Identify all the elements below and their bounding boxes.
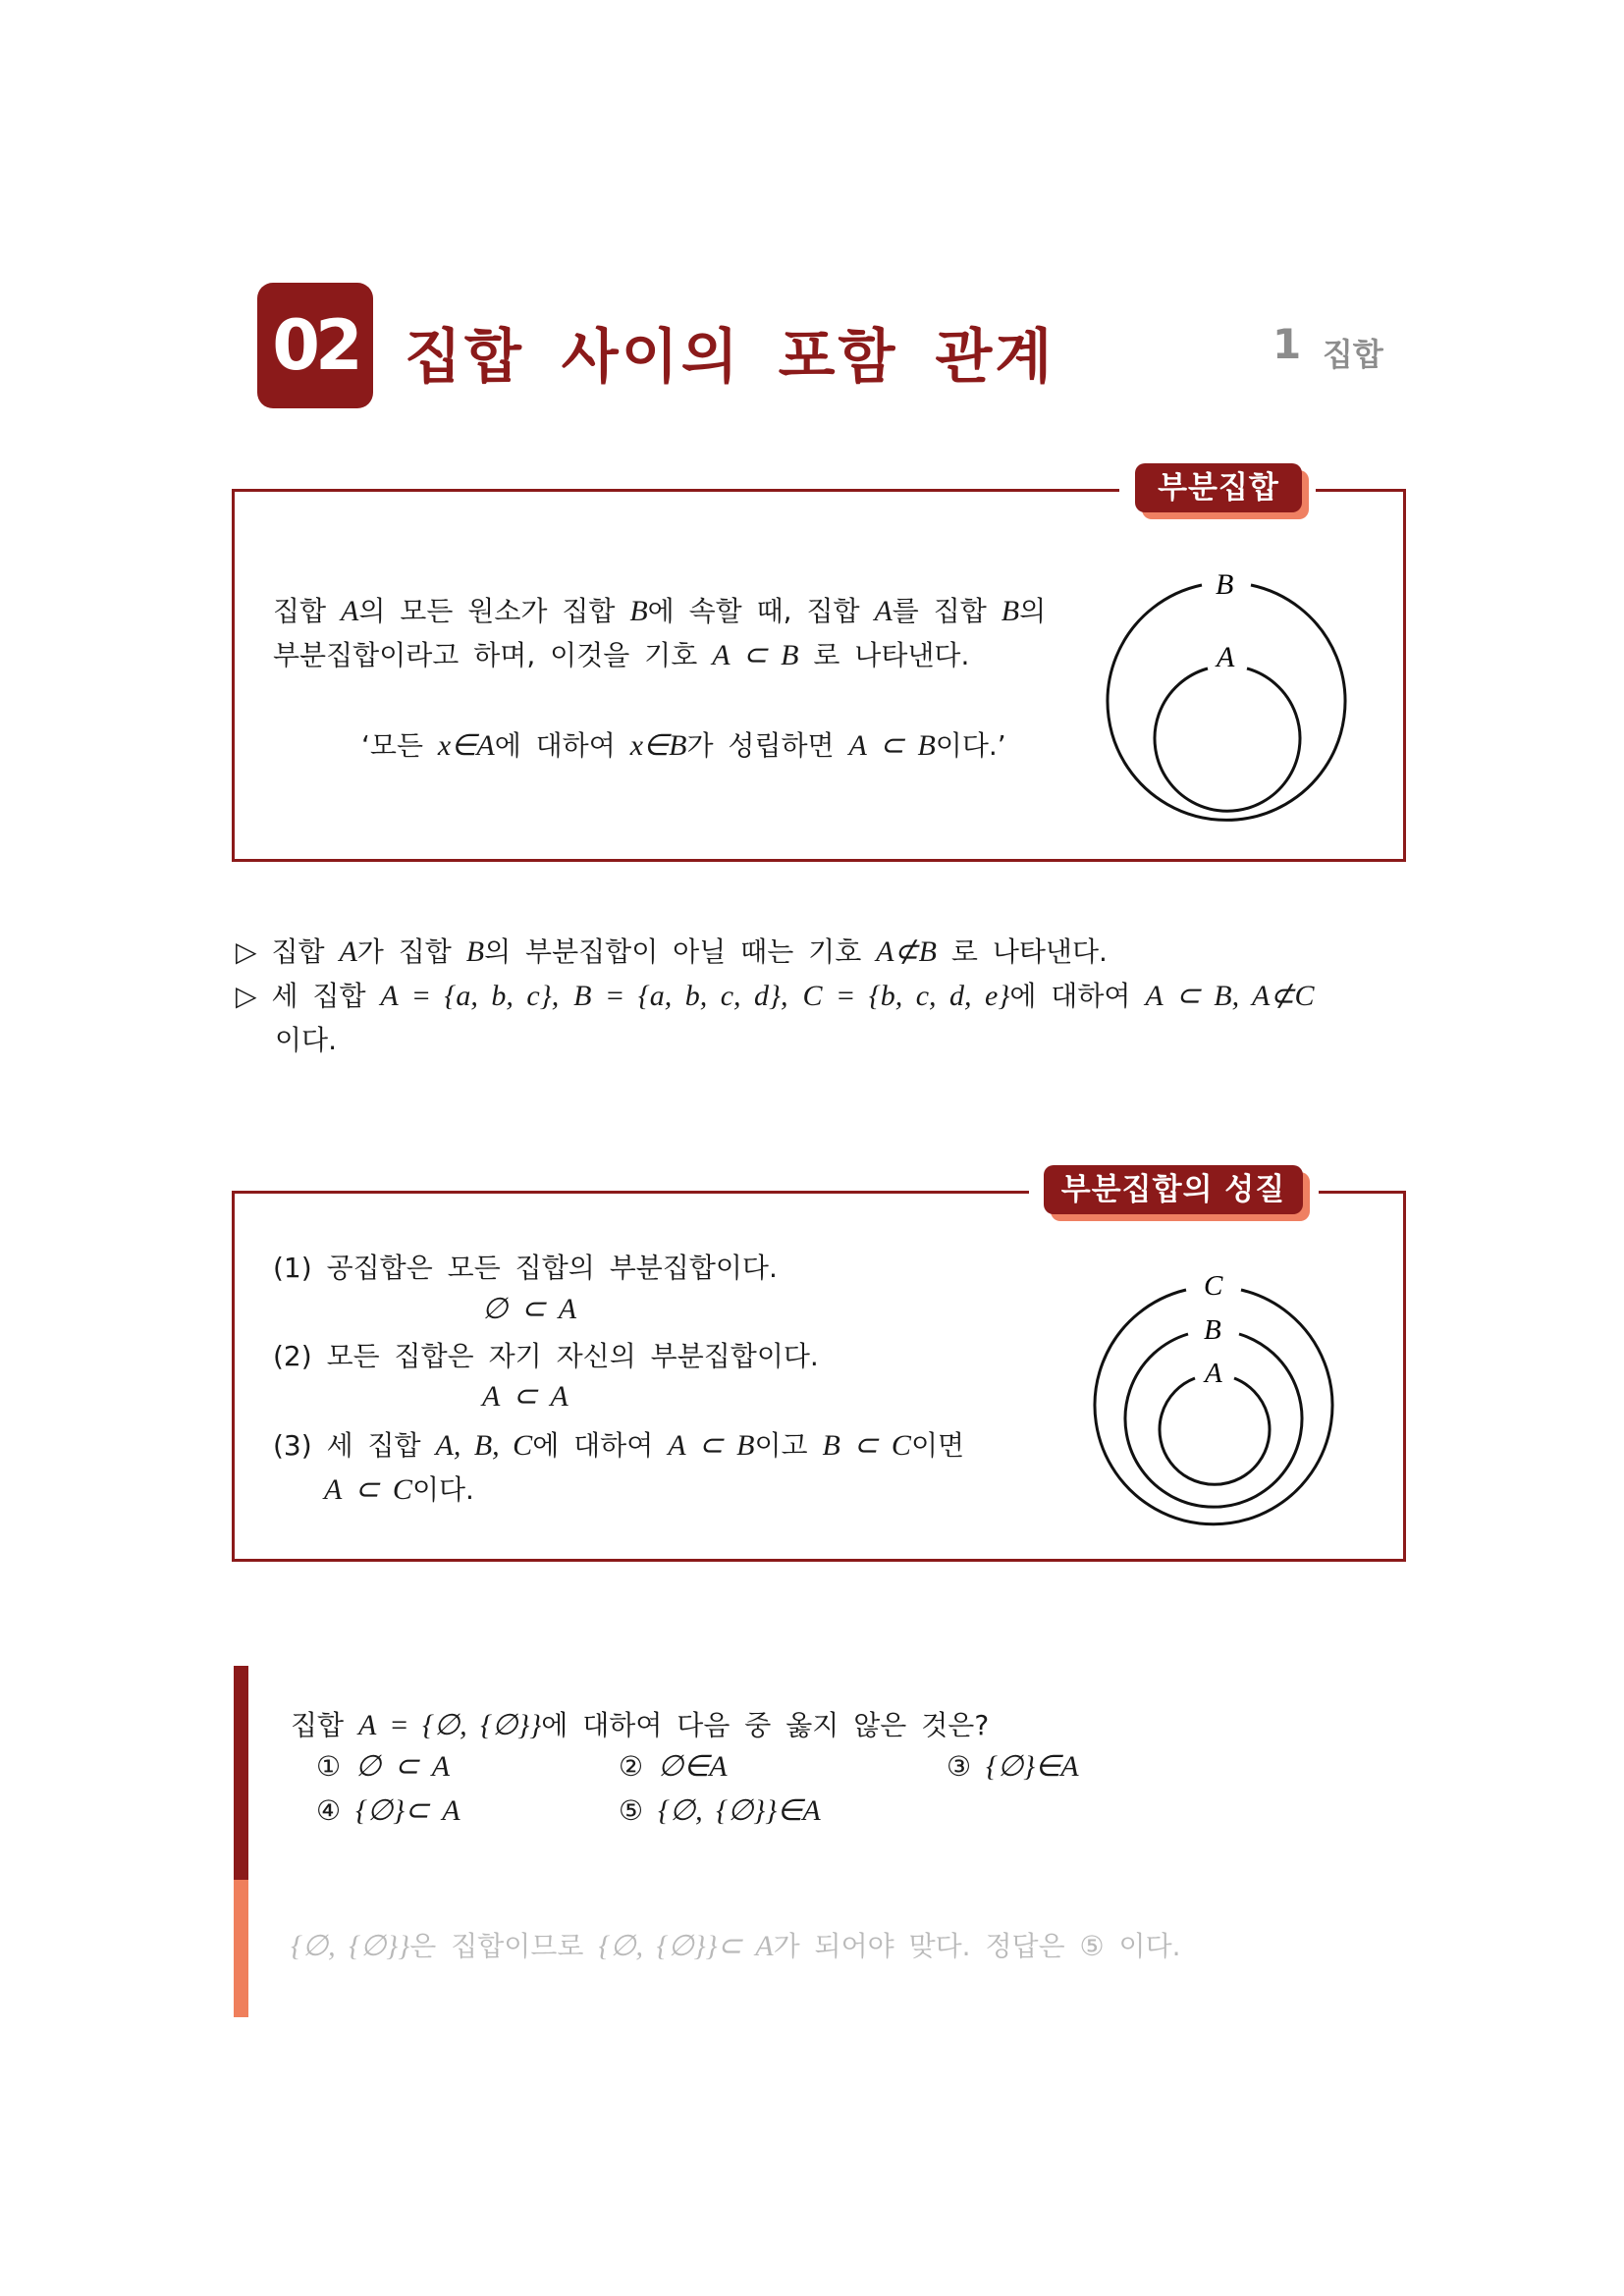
subset-tab: 부분집합	[1135, 463, 1302, 512]
unit-number: 1	[1272, 320, 1302, 368]
bullet-icon: ▷	[236, 935, 257, 968]
definition-line-2: 부분집합이라고 하며, 이것을 기호 A ⊂ B 로 나타낸다.	[273, 639, 970, 671]
property-1-formula: ∅ ⊂ A	[482, 1293, 577, 1325]
definition-quote: ‘모든 x∈A에 대하여 x∈B가 성립하면 A ⊂ B이다.’	[361, 729, 1006, 762]
nested-venn-diagram	[1088, 1261, 1343, 1526]
property-2-formula: A ⊂ A	[482, 1380, 568, 1413]
note-example: ▷ 세 집합 A = {a, b, c}, B = {a, b, c, d}, C = {b, c, d, e}에 대하여 A ⊂ B, A⊄C	[236, 980, 1315, 1012]
chapter-title: 집합 사이의 포함 관계	[405, 323, 1056, 392]
label-C: C	[1204, 1270, 1223, 1302]
bullet-icon: ▷	[236, 980, 257, 1012]
label-A: A	[1205, 1358, 1222, 1389]
properties-tab: 부분집합의 성질	[1044, 1165, 1303, 1214]
property-3-conclusion: A ⊂ C이다.	[324, 1473, 474, 1506]
outer-set-circle	[1108, 585, 1345, 820]
chapter-number-badge: 02	[257, 283, 373, 408]
label-B: B	[1216, 568, 1234, 601]
set-A-circle	[1160, 1378, 1270, 1484]
note-example-end: 이다.	[275, 1024, 337, 1056]
choice-3[interactable]: ③ {∅}∈A	[947, 1750, 1079, 1783]
property-3: (3) 세 집합 A, B, C에 대하여 A ⊂ B이고 B ⊂ C이면	[273, 1429, 965, 1462]
label-B: B	[1204, 1314, 1221, 1346]
property-2: (2) 모든 집합은 자기 자신의 부분집합이다.	[273, 1340, 819, 1372]
inner-set-circle	[1155, 668, 1300, 811]
choice-1[interactable]: ① ∅ ⊂ A	[316, 1750, 451, 1783]
choice-5[interactable]: ⑤ {∅, {∅}}∈A	[619, 1794, 821, 1827]
subset-venn-diagram	[1100, 564, 1355, 829]
property-1: (1) 공집합은 모든 집합의 부분집합이다.	[273, 1252, 778, 1284]
answer-explanation: {∅, {∅}}은 집합이므로 {∅, {∅}}⊂ A가 되어야 맞다. 정답은 ⑤ 이다.	[291, 1930, 1181, 1962]
definition-line-1: 집합 A의 모든 원소가 집합 B에 속할 때, 집합 A를 집합 B의	[273, 595, 1047, 627]
unit-name: 집합	[1323, 336, 1383, 373]
choice-2[interactable]: ② ∅∈A	[619, 1750, 728, 1783]
choice-4[interactable]: ④ {∅}⊂ A	[316, 1794, 460, 1827]
label-A: A	[1217, 641, 1235, 673]
problem-question: 집합 A = {∅, {∅}}에 대하여 다음 중 옳지 않은 것은?	[291, 1709, 990, 1741]
answer-bar	[234, 1880, 248, 2017]
note-not-subset: ▷ 집합 A가 집합 B의 부분집합이 아닐 때는 기호 A⊄B 로 나타낸다.	[236, 935, 1108, 968]
problem-bar	[234, 1666, 248, 1880]
